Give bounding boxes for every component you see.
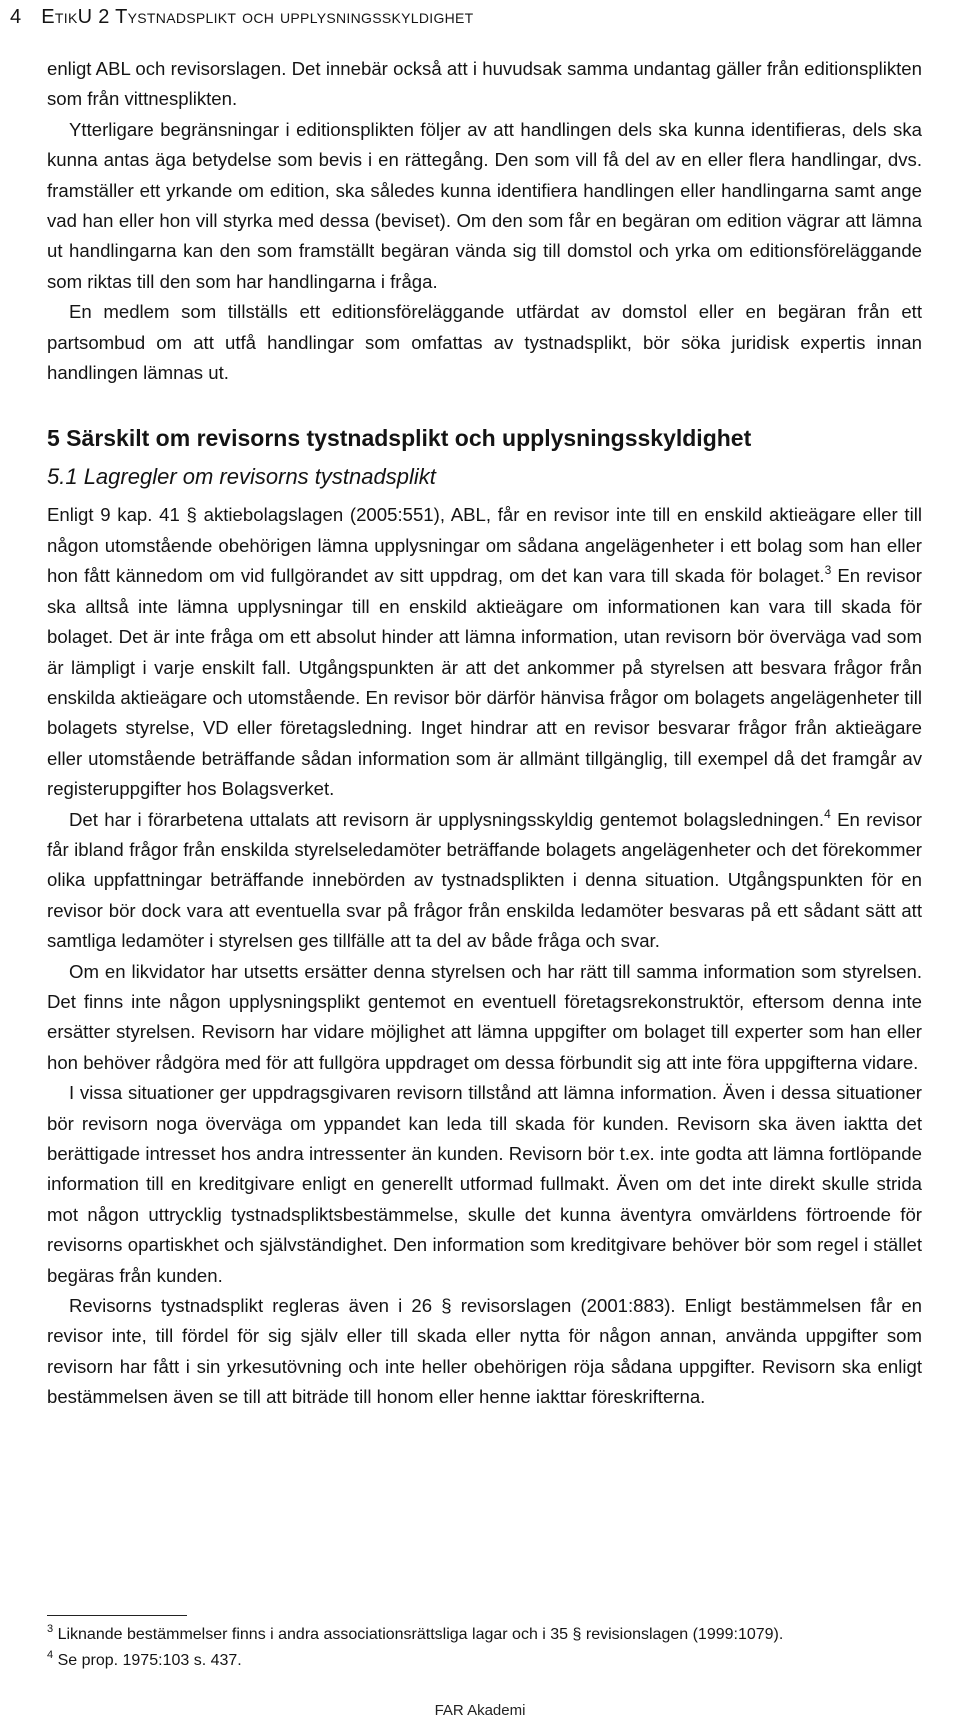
footnotes bbox=[47, 1622, 922, 1674]
footnote-divider bbox=[47, 1615, 187, 1616]
footnote bbox=[47, 1648, 922, 1674]
footnote-number: 4 bbox=[47, 1649, 54, 1661]
running-header bbox=[10, 6, 474, 29]
footnote bbox=[47, 1622, 922, 1648]
paragraph bbox=[47, 805, 922, 957]
subsection-heading: 5.1 Lagregler om revisorns tystnadsplikt bbox=[47, 464, 436, 490]
footnote-ref: 3 bbox=[824, 563, 832, 578]
page-footer: FAR Akademi bbox=[434, 1702, 526, 1719]
paragraph bbox=[47, 500, 922, 804]
paragraph: Ytterligare begränsningar i editionsplikten följer av att handlingen dels ska kunna identifieras, dels ska kunna antas äga betydelse som bevis i en rättegång. Den som vill få del av en eller flera handlingar, dvs. framställer ett yrkande om edition, ska således kunna identifiera handlingen eller handlingarna samt ange vad han eller hon vill styrka med dessa (beviset). Om den som får en begäran om edition vägrar att lämna ut handlingarna kan den som framställt begäran vända sig till domstol och yrka om editionsföreläggande som riktas till den som har handlingarna i fråga. bbox=[47, 118, 922, 292]
running-title: EtikU 2 Tystnadsplikt och upplysningsskyldighet bbox=[41, 6, 474, 28]
paragraph-text: En revisor ska alltså inte lämna upplysningar till en enskild aktieägare om informationen kan vara till skada för bolaget. Det är inte fråga om ett absolut hinder att lämna information, utan revisorn bör överväga vad som är lämpligt i varje enskilt fall. Utgångspunkten är att det ankommer på styrelsen att besvara frågor från enskilda aktieägare och utomstående. En revisor bör därför hänvisa frågor om bolagets angelägenheter till bolagets styrelse, VD eller företagsledning. Inget hindrar att en revisor besvarar frågor från aktieägare eller utomstående beträffande sådan information som är allmänt tillgänglig, till exempel då det framgår av registeruppgifter hos Bolagsverket. bbox=[47, 565, 922, 800]
paragraph: Revisorns tystnadsplikt regleras även i 26 § revisorslagen (2001:883). Enligt bestämmelsen får en revisor inte, till fördel för sig själv eller till skada eller nytta för någon annan, använda uppgifter som revisorn har fått i sin yrkesutövning och inte heller obehörigen röja sådana uppgifter. Revisorn ska enligt bestämmelsen även se till att biträde till honom eller henne iakttar föreskrifterna. bbox=[47, 1295, 922, 1408]
paragraph-text: En revisor får ibland frågor från enskilda styrelseledamöter beträffande bolagets angelägenheter och det förekommer olika uppfattningar beträffande innebörden av tystnadsplikten i denna situation. Utgångspunkten för en revisor bör dock vara att eventuella svar på frågor från enskilda ledamöter besvaras på ett sådant sätt att samtliga ledamöter i styrelsen ges tillfälle att ta del av både fråga och svar. bbox=[47, 808, 922, 952]
footnote-text: Se prop. 1975:103 s. 437. bbox=[57, 1652, 242, 1669]
footnote-number: 3 bbox=[47, 1623, 54, 1635]
body-text bbox=[47, 54, 922, 1413]
footnote-text: Liknande bestämmelser finns i andra associationsrättsliga lagar och i 35 § revisionslagen (1999:1079). bbox=[57, 1626, 784, 1643]
paragraph-text: Det har i förarbetena uttalats att revisorn är upplysningsskyldig gentemot bolagsledningen. bbox=[69, 808, 825, 830]
paragraph: En medlem som tillställs ett editionsföreläggande utfärdat av domstol eller en begäran från ett partsombud om att utfå handlingar som omfattas av tystnadsplikt, bör söka juridisk expertis innan handlingen lämnas ut. bbox=[47, 301, 922, 384]
paragraph: I vissa situationer ger uppdragsgivaren revisorn tillstånd att lämna information. Även i dessa situationer bör revisorn noga överväga om yppandet kan leda till skada för kunden. Revisorn ska även iaktta det berättigade intresset hos andra intressenter än kunden. Revisorn bör t.ex. inte godta att lämna fortlöpande information till en kreditgivare enligt en generellt utformad fullmakt. Även om det inte direkt skulle strida mot någon uttrycklig tystnadspliktsbestämmelse, skulle det kunna äventyra omvärldens förtroende för revisorns opartiskhet och självständighet. Den information som kreditgivare behöver bör som regel i stället begäras från kunden. bbox=[47, 1082, 922, 1286]
section-heading: 5 Särskilt om revisorns tystnadsplikt och upplysningsskyldighet bbox=[47, 425, 752, 452]
page-number: 4 bbox=[10, 6, 22, 28]
paragraph: enligt ABL och revisorslagen. Det innebär också att i huvudsak samma undantag gäller från editionsplikten som från vittnesplikten. bbox=[47, 58, 922, 110]
paragraph: Om en likvidator har utsetts ersätter denna styrelsen och har rätt till samma information som styrelsen. Det finns inte någon upplysningsplikt gentemot en eventuell företagsrekonstruktör, eftersom denna inte ersätter styrelsen. Revisorn har vidare möjlighet att lämna uppgifter om bolaget till experter som han eller hon behöver rådgöra med för att fullgöra uppdraget om dessa förbundit sig att inte föra uppgifterna vidare. bbox=[47, 960, 922, 1073]
paragraph-text: Enligt 9 kap. 41 § aktiebolagslagen (2005:551), ABL, får en revisor inte till en enskild aktieägare eller till någon utomstående obehörigen lämna upplysningar om sådana angelägenheter i ett bolag som han eller hon fått kännedom om vid fullgörandet av sitt uppdrag, om det kan vara till skada för bolaget. bbox=[47, 504, 922, 587]
footnote-ref: 4 bbox=[824, 806, 831, 821]
